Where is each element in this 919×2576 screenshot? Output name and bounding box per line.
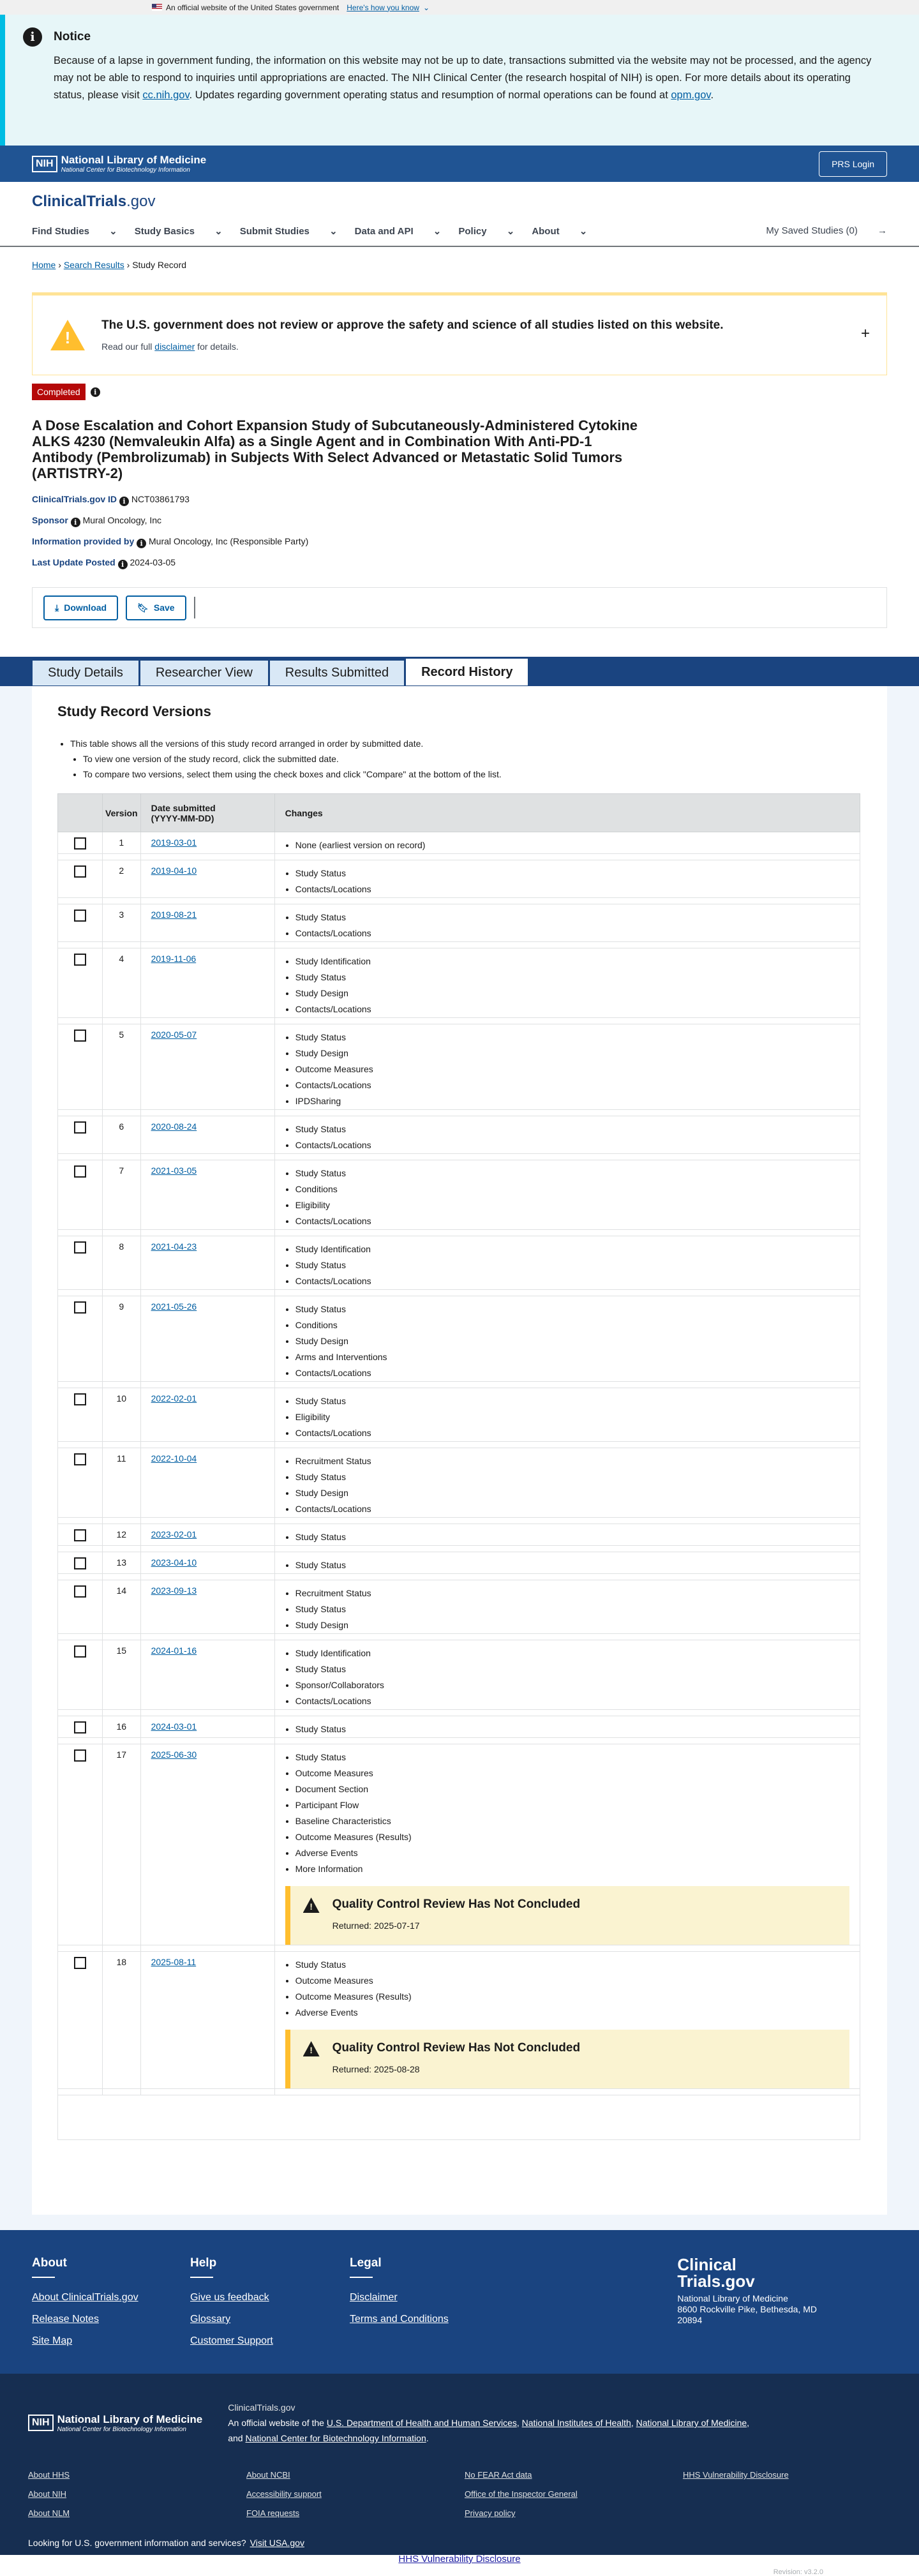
footer-help (190, 2256, 350, 2374)
change-item: • Study Status (295, 910, 849, 925)
change-item: • Study Status (295, 1393, 849, 1409)
change-item: • Study Status (295, 1661, 849, 1677)
note-item: • To view one version of the study record, click the submitted date. (83, 751, 862, 767)
version-date-link[interactable]: 2023-09-13 (151, 1585, 197, 1596)
change-item: • Sponsor/Collaborators (295, 1677, 849, 1693)
qc-returned: Returned: 2025-08-28 (332, 2064, 420, 2074)
versions-table (57, 793, 860, 2140)
breadcrumb-current: Study Record (132, 260, 187, 270)
change-item: • Baseline Characteristics (295, 1813, 849, 1829)
footer-heading: About (32, 2256, 67, 2270)
footer-address: 8600 Rockville Pike, Bethesda, MD (677, 2304, 817, 2314)
footer-link[interactable]: About NIH (28, 2489, 66, 2499)
footer-nlm-subtitle: National Center for Biotechnology Information (57, 2425, 186, 2433)
version-row (58, 1116, 860, 1154)
version-number: 12 (103, 1524, 141, 1546)
change-item: • Conditions (295, 1317, 849, 1333)
row-spacer (58, 942, 860, 948)
changes-cell (274, 1952, 860, 2089)
note-item: • To compare two versions, select them using the check boxes and click "Compare" at the bottom of the list. (83, 767, 862, 782)
qc-returned: Returned: 2025-07-17 (332, 1921, 420, 1931)
compare-checkbox[interactable] (74, 1301, 86, 1314)
version-date-link[interactable]: 2020-05-07 (151, 1030, 197, 1040)
footer-link[interactable]: Accessibility support (246, 2489, 322, 2499)
disclaimer-link[interactable]: disclaimer (154, 341, 195, 352)
footer-link[interactable]: FOIA requests (246, 2508, 300, 2518)
site-header (0, 182, 919, 247)
changes-cell (274, 1160, 860, 1230)
change-item: • More Information (295, 1861, 849, 1877)
warning-icon (303, 1898, 320, 1913)
version-row (58, 1552, 860, 1574)
footer-link[interactable]: Release Notes (32, 2314, 99, 2325)
compare-checkbox[interactable] (74, 1241, 86, 1254)
row-spacer (58, 898, 860, 904)
version-row (58, 904, 860, 942)
change-item: • Study Design (295, 985, 849, 1001)
version-date-link[interactable]: 2019-03-01 (151, 837, 197, 848)
version-number: 16 (103, 1716, 141, 1738)
version-number: 2 (103, 860, 141, 898)
version-column-header: Version (103, 794, 141, 832)
version-date-link[interactable]: 2022-02-01 (151, 1393, 197, 1404)
change-item: • Contacts/Locations (295, 925, 849, 941)
nav-policy[interactable]: Policy ⌄ (458, 226, 515, 237)
info-icon: i (23, 27, 42, 47)
change-item: • Recruitment Status (295, 1585, 849, 1601)
version-date-link[interactable]: 2024-03-01 (151, 1721, 197, 1732)
compare-checkbox[interactable] (74, 1957, 86, 1969)
footer-link[interactable]: Customer Support (190, 2335, 273, 2346)
prs-login-button[interactable]: PRS Login (819, 151, 887, 177)
tab-record-history[interactable]: Record History (405, 658, 528, 686)
status-row (32, 384, 887, 400)
compare-checkbox[interactable] (74, 1453, 86, 1465)
row-spacer (58, 1154, 860, 1160)
date-column-header: Date submitted (YYYY-MM-DD) (140, 794, 274, 832)
compare-checkbox[interactable] (74, 954, 86, 966)
meta-info-provided: Information provided by i Mural Oncology, Inc (Responsible Party) (32, 536, 309, 548)
nih-logo-icon: NIH (28, 2415, 54, 2431)
change-item: • Study Design (295, 1333, 849, 1349)
change-item: • Study Status (295, 1121, 849, 1137)
footer-heading: Legal (350, 2256, 382, 2270)
usagov-link[interactable]: Visit USA.gov (250, 2538, 304, 2548)
tab-researcher-view[interactable]: Researcher View (140, 660, 269, 686)
select-column-header (58, 794, 103, 832)
cc-nih-link[interactable]: cc.nih.gov (142, 89, 190, 101)
row-spacer (58, 1710, 860, 1716)
version-row (58, 1236, 860, 1290)
usagov-line: Looking for U.S. government information and services? Visit USA.gov (28, 2538, 304, 2548)
version-number: 10 (103, 1388, 141, 1442)
version-row (58, 1640, 860, 1710)
disclaimer-text: Read our full disclaimer for details. (101, 341, 239, 352)
changes-cell (274, 948, 860, 1018)
change-item: • Study Identification (295, 954, 849, 970)
info-icon[interactable]: i (137, 539, 146, 548)
compare-checkbox[interactable] (74, 1030, 86, 1042)
qc-alert (285, 1886, 849, 1945)
compare-checkbox[interactable] (74, 1645, 86, 1658)
version-row (58, 948, 860, 1018)
version-row (58, 1716, 860, 1738)
changes-cell (274, 1640, 860, 1710)
warning-icon (303, 2041, 320, 2056)
change-item: • Outcome Measures (295, 1061, 849, 1077)
version-date-link[interactable]: 2022-10-04 (151, 1453, 197, 1464)
row-spacer (58, 1546, 860, 1552)
qc-alert (285, 2030, 849, 2088)
change-item: • Contacts/Locations (295, 1365, 849, 1381)
version-number: 8 (103, 1236, 141, 1290)
change-item: • Adverse Events (295, 2005, 849, 2021)
row-spacer (58, 1382, 860, 1388)
row-spacer (58, 1018, 860, 1024)
change-item: • Study Status (295, 1721, 849, 1737)
funding-notice (0, 15, 919, 146)
footer-link[interactable]: Give us feedback (190, 2292, 269, 2303)
change-item: • Study Status (295, 865, 849, 881)
us-flag-icon (152, 4, 162, 11)
changes-cell (274, 1524, 860, 1546)
row-spacer (58, 1442, 860, 1448)
meta-sponsor: Sponsor i Mural Oncology, Inc (32, 515, 162, 527)
change-item: • Outcome Measures (295, 1973, 849, 1989)
version-row (58, 1296, 860, 1382)
row-spacer (58, 1110, 860, 1116)
compare-checkbox[interactable] (74, 1749, 86, 1762)
changes-cell (274, 860, 860, 898)
nlm-logo[interactable] (32, 154, 206, 174)
footer-nlm-logo[interactable] (28, 2400, 202, 2446)
change-item: • Study Status (295, 1469, 849, 1485)
footer-link[interactable]: About NLM (28, 2508, 70, 2518)
change-item: • Study Status (295, 1957, 849, 1973)
change-item: • Contacts/Locations (295, 1501, 849, 1517)
version-number: 17 (103, 1744, 141, 1945)
breadcrumb: Home › Search Results › Study Record (32, 260, 187, 270)
version-row (58, 860, 860, 898)
my-saved-studies-link[interactable]: My Saved Studies (0) → (766, 225, 887, 236)
changes-cell (274, 1388, 860, 1442)
footer-about (32, 2256, 190, 2374)
changes-cell (274, 1116, 860, 1154)
footer-link[interactable]: No FEAR Act data (465, 2470, 532, 2480)
version-row (58, 1524, 860, 1546)
record-history-panel (32, 686, 887, 2215)
nav-study-basics[interactable]: Study Basics ⌄ (134, 226, 223, 237)
footer-zip: 20894 (677, 2315, 703, 2325)
ncbi-link[interactable]: National Center for Biotechnology Information (245, 2433, 426, 2443)
action-bar (32, 587, 887, 628)
change-item: • Eligibility (295, 1409, 849, 1425)
changes-cell (274, 1552, 860, 1574)
tab-results-submitted[interactable]: Results Submitted (269, 660, 405, 686)
change-item: • Study Design (295, 1617, 849, 1633)
row-spacer (58, 1518, 860, 1524)
how-you-know-link[interactable]: Here's how you know (347, 3, 419, 12)
change-item: • None (earliest version on record) (295, 837, 849, 853)
notice-body: Because of a lapse in government funding, the information on this website may not be up to date, transactions submitted via the website may not be processed, and the agency may not be able to respond to inquiries until appropriations are enacted. The NIH Clinical Center (the research hospital of NIH) is open. For more details about its operating status, please visit cc.nih.gov. Updates regarding government operating status and resumption of normal operations can be found at opm.gov. (54, 55, 872, 101)
compare-checkbox[interactable] (74, 837, 86, 850)
footer-org: National Library of Medicine (677, 2293, 788, 2303)
footer-links (28, 2470, 891, 2527)
bottom-link-bar (0, 2555, 919, 2565)
change-item: • Study Identification (295, 1241, 849, 1257)
version-number: 11 (103, 1448, 141, 1518)
tab-study-details[interactable]: Study Details (32, 660, 139, 686)
change-item: • Contacts/Locations (295, 1425, 849, 1441)
footer-link[interactable]: Glossary (190, 2314, 231, 2325)
hhs-vulnerability-link[interactable]: HHS Vulnerability Disclosure (398, 2554, 521, 2565)
info-icon[interactable]: i (119, 497, 129, 506)
version-date-link[interactable]: 2025-08-11 (151, 1957, 197, 1967)
version-number: 14 (103, 1580, 141, 1634)
row-spacer (58, 1945, 860, 1952)
version-number: 3 (103, 904, 141, 942)
change-item: • Outcome Measures (Results) (295, 1829, 849, 1845)
version-row (58, 1388, 860, 1442)
changes-cell (274, 832, 860, 854)
change-item: • Study Status (295, 1165, 849, 1181)
gov-banner (0, 0, 919, 15)
version-row (58, 1448, 860, 1518)
compare-checkbox[interactable] (74, 910, 86, 922)
changes-cell (274, 1448, 860, 1518)
footer-legal (350, 2256, 509, 2374)
change-item: • Recruitment Status (295, 1453, 849, 1469)
row-spacer (58, 1574, 860, 1580)
compare-checkbox[interactable] (74, 865, 86, 878)
version-row (58, 1744, 860, 1945)
footer-link[interactable]: Terms and Conditions (350, 2314, 449, 2325)
clinicaltrials-logo[interactable]: ClinicalTrials.gov (32, 193, 156, 210)
row-spacer (58, 1290, 860, 1296)
footer-link[interactable]: About NCBI (246, 2470, 290, 2480)
nav-submit-studies[interactable]: Submit Studies ⌄ (239, 226, 338, 237)
meta-last-update: Last Update Posted i 2024-03-05 (32, 557, 176, 569)
version-date-link[interactable]: 2023-04-10 (151, 1557, 197, 1568)
version-date-link[interactable]: 2023-02-01 (151, 1529, 197, 1539)
row-spacer (58, 1230, 860, 1236)
info-icon[interactable]: i (91, 387, 100, 397)
footer-logo-line1: Clinical (677, 2255, 736, 2274)
version-date-link[interactable]: 2019-11-06 (151, 954, 197, 964)
notice-title: Notice (54, 30, 91, 43)
nih-logo-icon: NIH (32, 156, 57, 172)
changes-cell (274, 1716, 860, 1738)
footer-heading: Help (190, 2256, 217, 2270)
revision-text: Revision: v3.2.0 (773, 2568, 823, 2576)
table-footer-row (58, 2095, 860, 2140)
compare-checkbox[interactable] (74, 1529, 86, 1541)
content-outer (0, 686, 919, 2230)
main-nav (32, 225, 887, 237)
study-meta (32, 494, 887, 578)
version-date-link[interactable]: 2021-04-23 (151, 1241, 197, 1252)
qc-title: Quality Control Review Has Not Concluded (332, 1898, 581, 1911)
footer-link[interactable]: Privacy policy (465, 2508, 516, 2518)
nav-about[interactable]: About ⌄ (532, 226, 588, 237)
compare-checkbox[interactable] (74, 1121, 86, 1134)
info-icon[interactable]: i (71, 518, 80, 527)
row-spacer (58, 2089, 860, 2095)
nav-find-studies[interactable]: Find Studies ⌄ (32, 226, 117, 237)
nlm-title: National Library of Medicine (61, 154, 207, 166)
change-item: • Study Status (295, 1257, 849, 1273)
change-item: • Study Status (295, 1557, 849, 1573)
change-item: • Study Design (295, 1045, 849, 1061)
versions-notes (57, 736, 862, 782)
nlm-link[interactable]: National Library of Medicine (636, 2418, 747, 2428)
expand-plus-icon[interactable]: + (860, 325, 870, 342)
breadcrumb-search-results[interactable]: Search Results (63, 260, 124, 270)
change-item: • Contacts/Locations (295, 1137, 849, 1153)
version-number: 9 (103, 1296, 141, 1382)
change-item: • Contacts/Locations (295, 1001, 849, 1017)
change-item: • Study Status (295, 1749, 849, 1765)
change-item: • Participant Flow (295, 1797, 849, 1813)
change-item: • Contacts/Locations (295, 1273, 849, 1289)
version-number: 4 (103, 948, 141, 1018)
change-item: • Eligibility (295, 1197, 849, 1213)
version-row (58, 1160, 860, 1230)
nav-data-api[interactable]: Data and API ⌄ (354, 226, 442, 237)
footer-logo-line2: Trials.gov (677, 2272, 755, 2291)
change-item: • Contacts/Locations (295, 1077, 849, 1093)
version-date-link[interactable]: 2020-08-24 (151, 1121, 197, 1132)
download-icon: ⤓ (55, 602, 59, 613)
change-item: • Adverse Events (295, 1845, 849, 1861)
version-date-link[interactable]: 2025-06-30 (151, 1749, 197, 1760)
footer-agency-text: ClinicalTrials.gov An official website of the U.S. Department of Health and Human Services, National Institutes of Health, National Library of Medicine, and National Center for Biotechnology Information. (228, 2402, 750, 2443)
changes-cell (274, 1296, 860, 1382)
version-date-link[interactable]: 2024-01-16 (151, 1645, 197, 1656)
version-row (58, 832, 860, 854)
version-number: 13 (103, 1552, 141, 1574)
compare-checkbox[interactable] (74, 1585, 86, 1598)
version-date-link[interactable]: 2021-05-26 (151, 1301, 197, 1312)
footer-link[interactable]: Site Map (32, 2335, 73, 2346)
breadcrumb-home[interactable]: Home (32, 260, 56, 270)
version-number: 7 (103, 1160, 141, 1230)
nlm-header (0, 146, 919, 182)
chevron-down-icon: ⌄ (422, 3, 430, 12)
compare-checkbox[interactable] (74, 1721, 86, 1734)
version-number: 6 (103, 1116, 141, 1154)
version-date-link[interactable]: 2019-04-10 (151, 865, 197, 876)
change-item: • Contacts/Locations (295, 1213, 849, 1229)
save-button[interactable]: 🔖︎ Save (126, 595, 186, 620)
footer-link[interactable]: Disclaimer (350, 2292, 398, 2303)
version-row (58, 1024, 860, 1110)
note-item: • This table shows all the versions of this study record arranged in order by submitted date. (70, 736, 862, 751)
compare-checkbox[interactable] (74, 1393, 86, 1405)
changes-cell (274, 904, 860, 942)
nlm-subtitle: National Center for Biotechnology Information (61, 167, 190, 174)
hhs-link[interactable]: U.S. Department of Health and Human Services (326, 2418, 517, 2428)
changes-column-header: Changes (274, 794, 860, 832)
warning-icon (50, 320, 85, 350)
version-number: 15 (103, 1640, 141, 1710)
changes-cell (274, 1236, 860, 1290)
footer-nlm-title: National Library of Medicine (57, 2413, 203, 2425)
change-item: • Document Section (295, 1781, 849, 1797)
footer-top (0, 2230, 919, 2374)
change-item: • Study Status (295, 1030, 849, 1045)
version-number: 18 (103, 1952, 141, 2089)
nih-link[interactable]: National Institutes of Health (521, 2418, 631, 2428)
change-item: • Study Status (295, 970, 849, 985)
compare-checkbox[interactable] (74, 1165, 86, 1178)
change-item: • Contacts/Locations (295, 881, 849, 897)
footer-link[interactable]: Office of the Inspector General (465, 2489, 578, 2499)
row-spacer (58, 1634, 860, 1640)
changes-cell (274, 1024, 860, 1110)
version-row (58, 1580, 860, 1634)
changes-cell (274, 1580, 860, 1634)
change-item: • Outcome Measures (Results) (295, 1989, 849, 2005)
download-button[interactable]: ⤓ Download (43, 595, 118, 620)
version-number: 5 (103, 1024, 141, 1110)
status-badge: Completed (32, 384, 86, 400)
footer-link[interactable]: About HHS (28, 2470, 70, 2480)
compare-checkbox[interactable] (74, 1557, 86, 1569)
version-number: 1 (103, 832, 141, 854)
change-item: • IPDSharing (295, 1093, 849, 1109)
info-icon[interactable]: i (118, 560, 128, 569)
version-row (58, 1952, 860, 2089)
footer-link[interactable]: HHS Vulnerability Disclosure (683, 2470, 789, 2480)
row-spacer (58, 854, 860, 860)
meta-id: ClinicalTrials.gov ID i NCT03861793 (32, 494, 190, 505)
versions-heading: Study Record Versions (57, 703, 211, 719)
changes-cell (274, 1744, 860, 1945)
disclaimer-title: The U.S. government does not review or approve the safety and science of all studies listed on this website. (101, 318, 724, 332)
disclaimer-accordion[interactable] (32, 292, 887, 375)
bookmark-icon: 🔖︎ (137, 602, 149, 613)
change-item: • Outcome Measures (295, 1765, 849, 1781)
footer-brand (677, 2256, 817, 2374)
change-item: • Study Status (295, 1529, 849, 1545)
change-item: • Study Identification (295, 1645, 849, 1661)
change-item: • Study Design (295, 1485, 849, 1501)
divider (194, 597, 195, 618)
study-tabs (0, 657, 919, 686)
gov-banner-text: An official website of the United States government (166, 3, 340, 12)
change-item: • Study Status (295, 1601, 849, 1617)
opm-link[interactable]: opm.gov (671, 89, 711, 101)
study-title: A Dose Escalation and Cohort Expansion Study of Subcutaneously-Administered Cytokine ALKS 4230 (Nemvaleukin Alfa) as a Single Agent and in Combination With Anti-PD-1 Antibody (Pembrolizumab) in Subjects With Select Advanced or Metastatic Solid Tumors (ARTISTRY-2) (32, 417, 638, 481)
version-date-link[interactable]: 2019-08-21 (151, 910, 197, 920)
version-date-link[interactable]: 2021-03-05 (151, 1165, 197, 1176)
change-item: • Contacts/Locations (295, 1693, 849, 1709)
footer-bottom (0, 2374, 919, 2576)
row-spacer (58, 1738, 860, 1744)
footer-link[interactable]: About ClinicalTrials.gov (32, 2292, 138, 2303)
change-item: • Study Status (295, 1301, 849, 1317)
qc-title: Quality Control Review Has Not Concluded (332, 2041, 581, 2055)
change-item: • Arms and Interventions (295, 1349, 849, 1365)
change-item: • Conditions (295, 1181, 849, 1197)
